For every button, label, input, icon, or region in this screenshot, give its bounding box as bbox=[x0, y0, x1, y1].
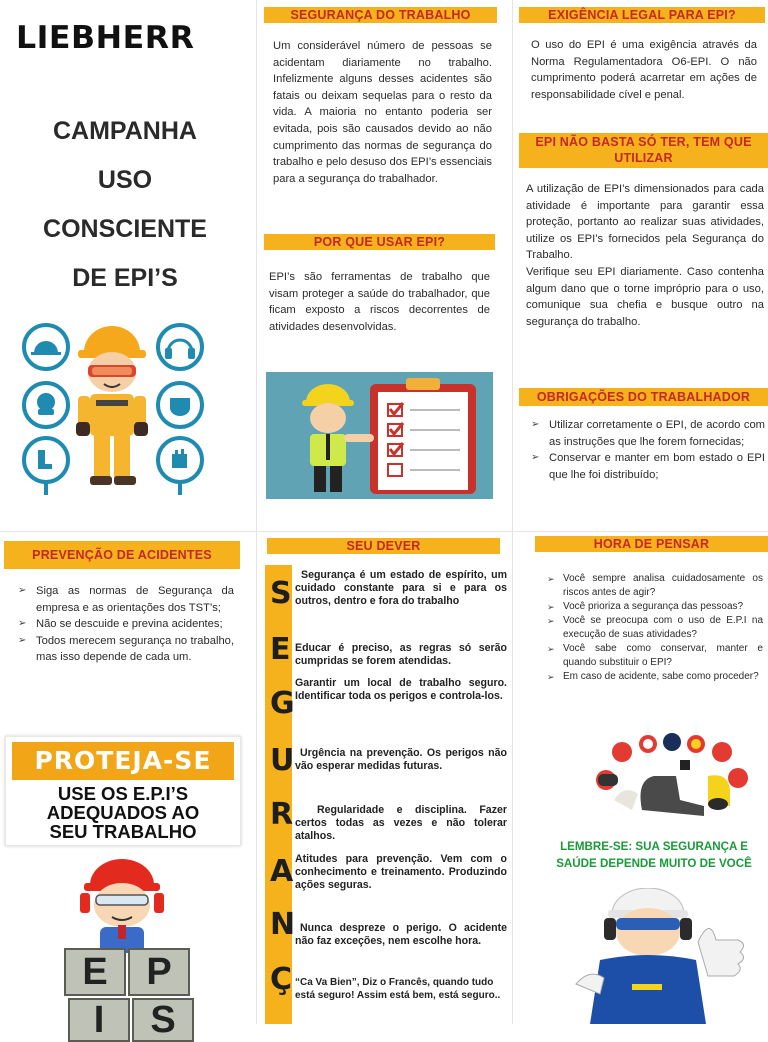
section-title-seguranca: SEGURANÇA DO TRABALHO bbox=[264, 7, 497, 23]
acrostic-letter: Ç bbox=[270, 962, 293, 997]
acrostic-letter: S bbox=[270, 576, 292, 611]
campaign-title-line: DE EPI’S bbox=[72, 264, 178, 292]
proteja-line: SEU TRABALHO bbox=[49, 821, 197, 842]
acrostic-letter: E bbox=[270, 632, 291, 667]
lembre-line: LEMBRE-SE: SUA SEGURANÇA E bbox=[560, 840, 748, 853]
epis-blocks bbox=[64, 948, 194, 1041]
epis-block: E bbox=[64, 948, 126, 996]
proteja-line: USE OS E.P.I’S bbox=[57, 783, 189, 804]
page-divider bbox=[0, 531, 768, 532]
epi-illustration bbox=[18, 310, 223, 500]
por-que-paragraph: EPI’s são ferramentas de trabalho que visam proteger a saúde do trabalhador, que ficam exposto a riscos decorrentes de atividades desenvolvidas. bbox=[269, 271, 490, 333]
seguranca-paragraph: Um considerável número de pessoas se acidentam diariamente no trabalho. Infelizmente alguns desses acidentes são fatais ou deixam sequelas para o resto da vida. A maioria no entanto poderia ser evitada, pois são causados devido ao não cumprimento das normas de segurança do trabalho e pelo desuso dos EPI’s essenciais para a segurança do trabalhador. bbox=[273, 40, 492, 185]
dever-item: Garantir um local de trabalho seguro. Identificar toda os perigos e controla-los. bbox=[295, 677, 507, 703]
dever-item: Regularidade e disciplina. Fazer certos todas as vezes e não tolerar atalhos. bbox=[295, 804, 507, 843]
list-item: ➢ Em caso de acidente, sabe como proceder? bbox=[543, 670, 763, 684]
list-item: ➢ Utilizar corretamente o EPI, de acordo com as instruções que lhe forem fornecidas; bbox=[527, 417, 765, 450]
list-item: ➢ Todos merecem segurança no trabalho, mas isso depende de cada um. bbox=[14, 633, 234, 666]
checklist-illustration bbox=[266, 372, 493, 499]
section-title-hora-pensar: HORA DE PENSAR bbox=[535, 536, 768, 552]
worker-illustration bbox=[76, 326, 148, 485]
list-item: ➢ Não se descuide e previna acidentes; bbox=[14, 616, 234, 633]
lembre-line: SAÚDE DEPENDE MUITO DE VOCÊ bbox=[556, 857, 752, 870]
list-item: ➢ Você prioriza a segurança das pessoas? bbox=[543, 600, 763, 614]
epis-block: S bbox=[132, 998, 194, 1042]
section-title-nao-basta: EPI NÃO BASTA SÓ TER, TEM QUE UTILIZAR bbox=[519, 133, 768, 168]
prevencao-list bbox=[14, 583, 234, 666]
proteja-banner: PROTEJA-SE bbox=[12, 742, 234, 780]
proteja-line: ADEQUADOS AO bbox=[46, 802, 200, 823]
boots-icon bbox=[24, 438, 68, 482]
campaign-title-line: CONSCIENTE bbox=[43, 215, 207, 243]
acrostic-letter: G bbox=[270, 686, 295, 721]
helmet-icon bbox=[24, 325, 68, 369]
ear-protection-icon bbox=[158, 325, 202, 369]
proteja-text bbox=[6, 784, 240, 841]
section-title-seu-dever: SEU DEVER bbox=[267, 538, 500, 554]
acrostic-letter: U bbox=[270, 743, 295, 778]
list-item: ➢ Conservar e manter em bom estado o EPI que lhe foi distribuído; bbox=[527, 450, 765, 483]
section-title-por-que: POR QUE USAR EPI? bbox=[264, 234, 495, 250]
obrigacoes-list bbox=[527, 417, 765, 483]
acrostic-letter: R bbox=[270, 797, 294, 832]
hora-pensar-list bbox=[543, 572, 763, 684]
section-title-exigencia: EXIGÊNCIA LEGAL PARA EPI? bbox=[519, 7, 765, 23]
nao-basta-paragraph: A utilização de EPI’s dimensionados para cada atividade é importante para garantir essa proteção, portanto ao realizar suas atividades, utilize os EPI’s fornecidos pela Segurança do Trabalho. bbox=[526, 183, 764, 262]
liebherr-logo: LIEBHERR bbox=[16, 20, 195, 56]
epis-block: P bbox=[128, 948, 190, 996]
mask-icon bbox=[24, 383, 68, 427]
acrostic-letter: A bbox=[270, 854, 294, 889]
dever-item: Atitudes para prevenção. Vem com o conhecimento e treinamento. Produzindo ações seguras. bbox=[295, 853, 507, 892]
face-shield-icon bbox=[158, 383, 202, 427]
dever-item: Nunca despreze o perigo. O acidente não faz exceções, nem escolhe hora. bbox=[295, 922, 507, 948]
dever-item: Segurança é um estado de espírito, um cuidado constante para si e para os outros, dentro e fora do trabalho bbox=[295, 569, 507, 608]
acrostic-letter: N bbox=[270, 907, 296, 942]
gloves-icon bbox=[158, 438, 202, 482]
worker-thumbs-up-illustration bbox=[560, 888, 755, 1024]
dever-item: “Ca Va Bien”, Diz o Francês, quando tudo está seguro! Assim está bem, está seguro.. bbox=[295, 977, 501, 1001]
list-item: ➢ Siga as normas de Segurança da empresa e as orientações dos TST’s; bbox=[14, 583, 234, 616]
exigencia-paragraph: O uso do EPI é uma exigência através da Norma Regulamentadora O6-EPI. O não cumprimento poderá acarretar em ações de responsabilidade cível e penal. bbox=[531, 39, 757, 101]
campaign-title-line: CAMPANHA bbox=[53, 117, 197, 145]
lembre-text bbox=[544, 838, 764, 872]
panel-divider bbox=[512, 0, 513, 1024]
list-item: ➢ Você se preocupa com o uso de E.P.I na execução de suas atividades? bbox=[543, 614, 763, 642]
section-title-prevencao: PREVENÇÃO DE ACIDENTES bbox=[4, 541, 240, 569]
epis-block: I bbox=[68, 998, 130, 1042]
proteja-card bbox=[5, 736, 241, 846]
campaign-title-line: USO bbox=[97, 166, 153, 194]
list-item: ➢ Você sabe como conservar, manter e quando substituir o EPI? bbox=[543, 642, 763, 670]
dever-item: Educar é preciso, as regras só serão cumpridas se forem atendidas. bbox=[295, 642, 507, 668]
verifique-paragraph: Verifique seu EPI diariamente. Caso contenha algum dano que o torne impróprio para o uso, comunique sua chefia e busque outro na segurança do trabalho. bbox=[526, 266, 764, 328]
dever-item: Urgência na prevenção. Os perigos não vão esperar medidas futuras. bbox=[295, 747, 507, 773]
epi-equipment-illustration bbox=[592, 730, 752, 826]
panel-divider bbox=[256, 0, 257, 1024]
list-item: ➢ Você sempre analisa cuidadosamente os riscos antes de agir? bbox=[543, 572, 763, 600]
section-title-obrigacoes: OBRIGAÇÕES DO TRABALHADOR bbox=[519, 388, 768, 406]
